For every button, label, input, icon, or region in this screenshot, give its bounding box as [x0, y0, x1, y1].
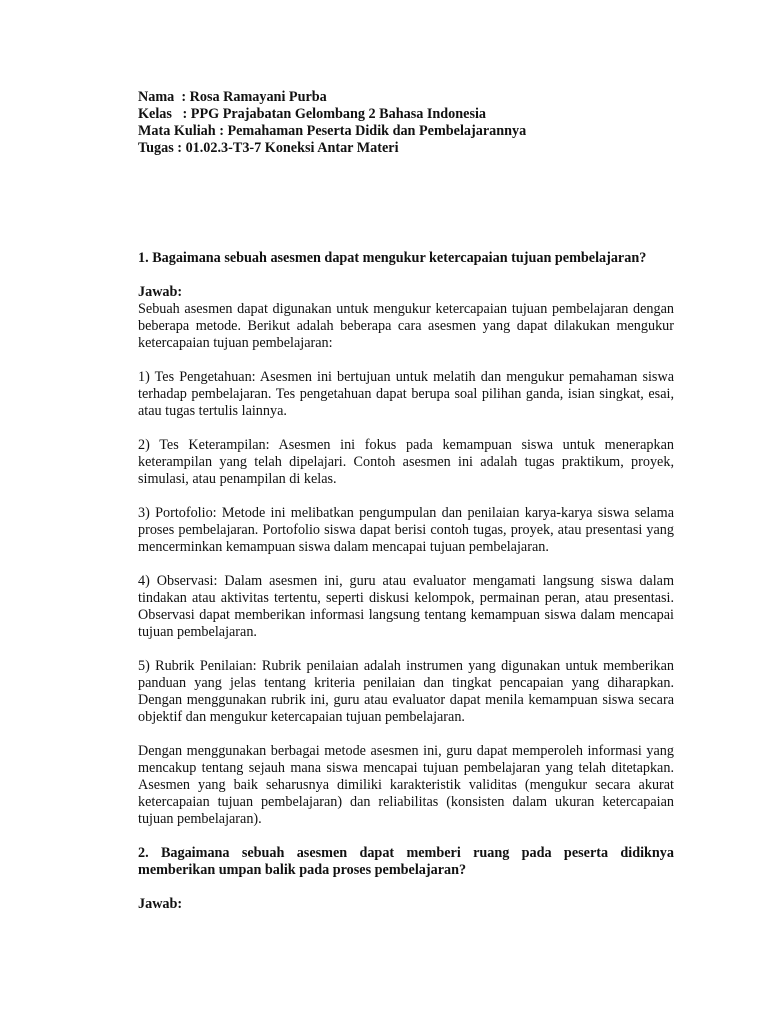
answer-1-item-3: 3) Portofolio: Metode ini melibatkan pengumpulan dan penilaian karya-karya siswa selama proses pembelajaran. Portofolio siswa dapat berisi contoh tugas, proyek, atau presentasi yang mencerminkan kemampuan siswa dalam mencapai tujuan pembelajaran. — [138, 505, 674, 555]
answer-1-conclusion: Dengan menggunakan berbagai metode asesmen ini, guru dapat memperoleh informasi yang mencakup tentang sejauh mana siswa mencapai tujuan pembelajaran yang telah ditetapkan. Asesmen yang baik seharusnya dimiliki karakteristik validitas (mengukur secara akurat ketercapaian tujuan pembelajaran) dan reliabilitas (konsisten dalam ukuran ketercapaian tujuan pembelajaran). — [138, 743, 674, 827]
question-1: 1. Bagaimana sebuah asesmen dapat mengukur ketercapaian tujuan pembelajaran? — [138, 250, 647, 266]
student-info-header — [138, 89, 674, 157]
document-page — [138, 89, 674, 913]
answer-1-item-1: 1) Tes Pengetahuan: Asesmen ini bertujuan untuk melatih dan mengukur pemahaman siswa terhadap pembelajaran. Tes pengetahuan dapat berupa soal pilihan ganda, isian singkat, esai, atau tugas tertulis lainnya. — [138, 369, 674, 419]
answer-1-item-4: 4) Observasi: Dalam asesmen ini, guru atau evaluator mengamati langsung siswa dalam tindakan atau aktivitas tertentu, seperti diskusi kelompok, permainan peran, atau presentasi. Observasi dapat memberikan informasi langsung tentang kemampuan siswa dalam mencapai tujuan pembelajaran. — [138, 573, 674, 640]
assignment-title: Tugas : 01.02.3-T3-7 Koneksi Antar Materi — [138, 140, 399, 156]
answer-label-2: Jawab: — [138, 896, 183, 912]
question-2: 2. Bagaimana sebuah asesmen dapat memberi ruang pada peserta didiknya memberikan umpan balik pada proses pembelajaran? — [138, 845, 674, 878]
student-name: Nama : Rosa Ramayani Purba — [138, 89, 327, 105]
answer-label-1: Jawab: — [138, 284, 183, 300]
student-class: Kelas : PPG Prajabatan Gelombang 2 Bahasa Indonesia — [138, 106, 487, 122]
course-name: Mata Kuliah : Pemahaman Peserta Didik dan Pembelajarannya — [138, 123, 527, 139]
answer-1-intro: Sebuah asesmen dapat digunakan untuk mengukur ketercapaian tujuan pembelajaran dengan beberapa metode. Berikut adalah beberapa cara asesmen yang dapat dilakukan mengukur ketercapaian tujuan pembelajaran: — [138, 301, 674, 351]
answer-1-item-5: 5) Rubrik Penilaian: Rubrik penilaian adalah instrumen yang digunakan untuk memberikan panduan yang jelas tentang kriteria penilaian dan tingkat pencapaian yang diharapkan. Dengan menggunakan rubrik ini, guru atau evaluator dapat menila kemampuan siswa secara objektif dan mengukur ketercapaian tujuan pembelajaran. — [138, 658, 674, 725]
answer-1-item-2: 2) Tes Keterampilan: Asesmen ini fokus pada kemampuan siswa untuk menerapkan keterampilan yang telah dipelajari. Contoh asesmen ini adalah tugas praktikum, proyek, simulasi, atau penampilan di kelas. — [138, 437, 674, 487]
